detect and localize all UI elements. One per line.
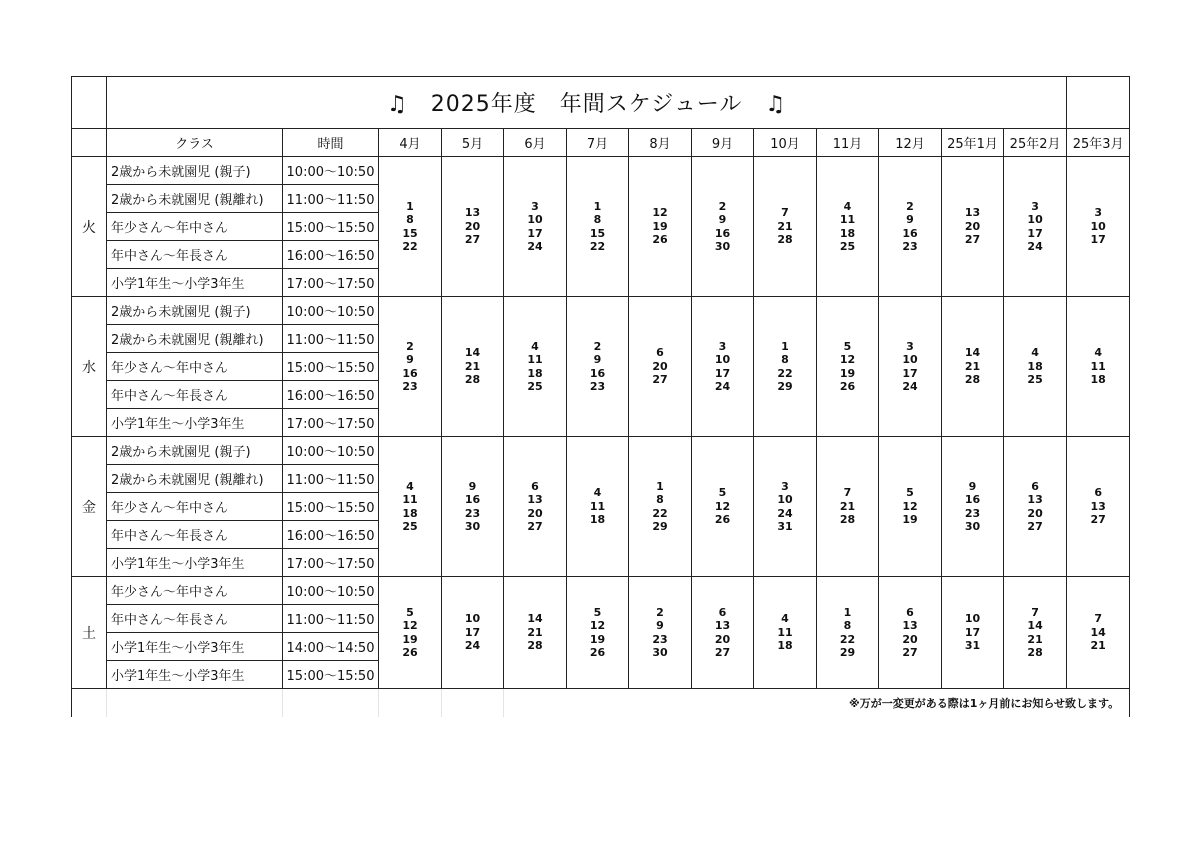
- date-value: 20: [527, 506, 543, 520]
- class-time: 10:00〜10:50: [283, 437, 379, 465]
- date-value: 16: [464, 493, 481, 506]
- date-value: 21: [464, 359, 481, 373]
- month-dates: [567, 437, 629, 577]
- class-name: 2歳から未就園児 (親離れ): [107, 185, 283, 213]
- date-value: 26: [839, 380, 856, 393]
- date-value: 11: [1090, 359, 1106, 373]
- date-value: 11: [839, 213, 856, 226]
- date-value: 4: [843, 199, 852, 213]
- date-value: 19: [652, 219, 668, 233]
- day-label: 土: [72, 577, 107, 689]
- class-name: 小学1年生〜小学3年生: [107, 633, 283, 661]
- class-name: 2歳から未就園児 (親子): [107, 437, 283, 465]
- title-right-blank: [1067, 77, 1130, 129]
- class-name: 小学1年生〜小学3年生: [107, 269, 283, 297]
- date-value: 5: [843, 339, 852, 353]
- date-value: 18: [1027, 359, 1043, 373]
- date-value: 6: [656, 346, 664, 360]
- date-value: 24: [777, 506, 793, 520]
- date-value: 6: [906, 605, 914, 619]
- month-dates: [504, 577, 567, 689]
- date-value: 3: [1094, 206, 1102, 220]
- date-value: 5: [906, 486, 914, 500]
- date-value: 5: [718, 486, 727, 500]
- month-dates: [1004, 437, 1067, 577]
- date-value: 13: [464, 206, 481, 220]
- date-value: 23: [652, 632, 668, 646]
- date-value: 19: [402, 632, 418, 646]
- date-value: 24: [464, 639, 481, 653]
- date-value: 11: [589, 499, 606, 513]
- date-value: 18: [527, 366, 543, 380]
- class-time: 11:00〜11:50: [283, 185, 379, 213]
- date-value: 1: [406, 199, 414, 213]
- footer-note: ※万が一変更がある際は1ヶ月前にお知らせ致します。: [504, 689, 1130, 717]
- date-value: 17: [964, 625, 981, 639]
- date-value: 28: [464, 373, 481, 387]
- date-value: 18: [402, 506, 418, 520]
- date-value: 18: [589, 513, 606, 527]
- date-value: 17: [1090, 233, 1106, 247]
- date-value: 10: [777, 493, 793, 506]
- class-name: 2歳から未就園児 (親子): [107, 297, 283, 325]
- date-value: 24: [902, 380, 918, 393]
- date-value: 2: [406, 339, 414, 353]
- date-value: 20: [714, 632, 731, 646]
- header-row: [72, 129, 1130, 157]
- class-name: 年少さん〜年中さん: [107, 493, 283, 521]
- date-value: 27: [1090, 513, 1106, 527]
- date-value: 1: [781, 339, 789, 353]
- date-value: 4: [406, 479, 414, 493]
- schedule-row: [72, 297, 1130, 325]
- month-dates: [942, 157, 1004, 297]
- month-dates: [879, 577, 942, 689]
- date-value: 22: [777, 366, 793, 380]
- schedule-row: [72, 437, 1130, 465]
- month-dates: [1067, 577, 1130, 689]
- date-value: 16: [402, 366, 418, 380]
- date-value: 21: [1027, 632, 1043, 646]
- date-value: 17: [1027, 226, 1043, 240]
- date-value: 10: [964, 612, 981, 626]
- footer-blank: [283, 689, 379, 717]
- class-time: 16:00〜16:50: [283, 381, 379, 409]
- date-value: 23: [464, 506, 481, 520]
- month-dates: [879, 297, 942, 437]
- header-month: 11月: [817, 129, 879, 157]
- month-dates: [692, 437, 754, 577]
- month-dates: [754, 577, 817, 689]
- date-value: 12: [902, 499, 918, 513]
- date-value: 19: [902, 513, 918, 527]
- date-value: 3: [1031, 199, 1039, 213]
- date-value: 19: [839, 366, 856, 380]
- date-value: 20: [1027, 506, 1043, 520]
- date-value: 23: [589, 380, 606, 393]
- date-value: 13: [1090, 499, 1106, 513]
- date-value: 9: [906, 213, 914, 226]
- month-dates: [379, 157, 442, 297]
- date-value: 21: [964, 359, 981, 373]
- date-value: 24: [714, 380, 731, 393]
- date-value: 21: [777, 219, 793, 233]
- date-value: 14: [964, 346, 981, 360]
- date-value: 2: [718, 199, 727, 213]
- date-value: 1: [593, 199, 602, 213]
- date-value: 26: [714, 513, 731, 527]
- date-value: 5: [593, 605, 602, 619]
- month-dates: [692, 577, 754, 689]
- month-dates: [692, 157, 754, 297]
- date-value: 10: [902, 353, 918, 366]
- date-value: 21: [839, 499, 856, 513]
- date-value: 24: [1027, 240, 1043, 253]
- class-name: 2歳から未就園児 (親離れ): [107, 325, 283, 353]
- date-value: 5: [406, 605, 414, 619]
- class-name: 小学1年生〜小学3年生: [107, 549, 283, 577]
- date-value: 27: [902, 646, 918, 659]
- date-value: 17: [902, 366, 918, 380]
- month-dates: [1067, 157, 1130, 297]
- month-dates: [567, 297, 629, 437]
- date-value: 4: [1094, 346, 1102, 360]
- date-value: 13: [527, 493, 543, 506]
- date-value: 18: [1090, 373, 1106, 387]
- date-value: 3: [781, 479, 789, 493]
- class-time: 15:00〜15:50: [283, 493, 379, 521]
- month-dates: [567, 157, 629, 297]
- date-value: 16: [964, 493, 981, 506]
- class-name: 2歳から未就園児 (親子): [107, 157, 283, 185]
- date-value: 22: [839, 632, 856, 646]
- date-value: 11: [402, 493, 418, 506]
- page-title: ♫ 2025年度 年間スケジュール ♫: [107, 77, 1067, 129]
- date-value: 20: [902, 632, 918, 646]
- header-month: 12月: [879, 129, 942, 157]
- footer-blank: [107, 689, 283, 717]
- header-month: 25年1月: [942, 129, 1004, 157]
- date-value: 17: [714, 366, 731, 380]
- month-dates: [942, 297, 1004, 437]
- date-value: 27: [1027, 520, 1043, 533]
- date-value: 23: [902, 240, 918, 253]
- date-value: 4: [781, 612, 789, 626]
- header-month: 8月: [629, 129, 692, 157]
- class-time: 15:00〜15:50: [283, 661, 379, 689]
- date-value: 27: [464, 233, 481, 247]
- date-value: 27: [964, 233, 981, 247]
- month-dates: [504, 157, 567, 297]
- month-dates: [817, 157, 879, 297]
- month-dates: [629, 297, 692, 437]
- date-value: 8: [781, 353, 789, 366]
- month-dates: [942, 437, 1004, 577]
- date-value: 2: [593, 339, 602, 353]
- footer-blank: [379, 689, 442, 717]
- class-time: 15:00〜15:50: [283, 213, 379, 241]
- date-value: 10: [1027, 213, 1043, 226]
- date-value: 9: [593, 353, 602, 366]
- date-value: 7: [843, 486, 852, 500]
- date-value: 28: [964, 373, 981, 387]
- date-value: 23: [402, 380, 418, 393]
- date-value: 9: [406, 353, 414, 366]
- header-class: クラス: [107, 129, 283, 157]
- month-dates: [692, 297, 754, 437]
- month-dates: [817, 437, 879, 577]
- month-dates: [1004, 577, 1067, 689]
- footer-row: [72, 689, 1130, 717]
- date-value: 23: [964, 506, 981, 520]
- class-time: 14:00〜14:50: [283, 633, 379, 661]
- date-value: 6: [1094, 486, 1102, 500]
- class-time: 11:00〜11:50: [283, 465, 379, 493]
- header-month: 10月: [754, 129, 817, 157]
- date-value: 24: [527, 240, 543, 253]
- date-value: 6: [531, 479, 539, 493]
- date-value: 8: [843, 619, 852, 632]
- date-value: 27: [527, 520, 543, 533]
- month-dates: [817, 297, 879, 437]
- date-value: 14: [1027, 619, 1043, 632]
- footer-blank: [442, 689, 504, 717]
- class-name: 2歳から未就園児 (親離れ): [107, 465, 283, 493]
- date-value: 17: [527, 226, 543, 240]
- date-value: 10: [464, 612, 481, 626]
- class-time: 17:00〜17:50: [283, 549, 379, 577]
- header-time: 時間: [283, 129, 379, 157]
- date-value: 9: [656, 619, 664, 632]
- date-value: 3: [531, 199, 539, 213]
- month-dates: [817, 577, 879, 689]
- date-value: 28: [527, 639, 543, 653]
- class-name: 年中さん〜年長さん: [107, 521, 283, 549]
- date-value: 25: [839, 240, 856, 253]
- date-value: 7: [1094, 612, 1102, 626]
- date-value: 22: [589, 240, 606, 253]
- class-time: 15:00〜15:50: [283, 353, 379, 381]
- date-value: 1: [656, 479, 664, 493]
- day-label: 金: [72, 437, 107, 577]
- date-value: 20: [464, 219, 481, 233]
- schedule-sheet: [71, 76, 1130, 717]
- date-value: 2: [656, 605, 664, 619]
- class-name: 年中さん〜年長さん: [107, 381, 283, 409]
- class-time: 16:00〜16:50: [283, 521, 379, 549]
- date-value: 16: [902, 226, 918, 240]
- date-value: 30: [652, 646, 668, 659]
- date-value: 19: [589, 632, 606, 646]
- header-month: 4月: [379, 129, 442, 157]
- date-value: 11: [527, 353, 543, 366]
- date-value: 10: [1090, 219, 1106, 233]
- header-day-blank: [72, 129, 107, 157]
- month-dates: [629, 157, 692, 297]
- header-month: 7月: [567, 129, 629, 157]
- date-value: 14: [1090, 625, 1106, 639]
- class-name: 年少さん〜年中さん: [107, 353, 283, 381]
- month-dates: [754, 157, 817, 297]
- schedule-row: [72, 577, 1130, 605]
- schedule-row: [72, 157, 1130, 185]
- month-dates: [629, 437, 692, 577]
- class-name: 年中さん〜年長さん: [107, 605, 283, 633]
- day-label: 火: [72, 157, 107, 297]
- date-value: 13: [902, 619, 918, 632]
- class-time: 10:00〜10:50: [283, 577, 379, 605]
- footer-blank: [72, 689, 107, 717]
- class-time: 17:00〜17:50: [283, 269, 379, 297]
- date-value: 14: [527, 612, 543, 626]
- class-time: 10:00〜10:50: [283, 157, 379, 185]
- month-dates: [379, 577, 442, 689]
- date-value: 29: [777, 380, 793, 393]
- schedule-table: [71, 76, 1130, 717]
- date-value: 30: [964, 520, 981, 533]
- date-value: 13: [1027, 493, 1043, 506]
- date-value: 8: [593, 213, 602, 226]
- header-month: 5月: [442, 129, 504, 157]
- month-dates: [754, 437, 817, 577]
- date-value: 25: [402, 520, 418, 533]
- date-value: 1: [843, 605, 852, 619]
- class-name: 小学1年生〜小学3年生: [107, 409, 283, 437]
- class-name: 年少さん〜年中さん: [107, 213, 283, 241]
- date-value: 21: [1090, 639, 1106, 653]
- month-dates: [442, 157, 504, 297]
- date-value: 11: [777, 625, 793, 639]
- date-value: 22: [652, 506, 668, 520]
- class-time: 16:00〜16:50: [283, 241, 379, 269]
- date-value: 25: [527, 380, 543, 393]
- header-month: 25年2月: [1004, 129, 1067, 157]
- header-month: 9月: [692, 129, 754, 157]
- date-value: 30: [714, 240, 731, 253]
- date-value: 2: [906, 199, 914, 213]
- date-value: 18: [839, 226, 856, 240]
- date-value: 6: [1031, 479, 1039, 493]
- month-dates: [629, 577, 692, 689]
- date-value: 31: [964, 639, 981, 653]
- date-value: 16: [589, 366, 606, 380]
- class-time: 11:00〜11:50: [283, 605, 379, 633]
- date-value: 3: [906, 339, 914, 353]
- date-value: 13: [714, 619, 731, 632]
- date-value: 28: [839, 513, 856, 527]
- class-time: 10:00〜10:50: [283, 297, 379, 325]
- date-value: 20: [652, 359, 668, 373]
- date-value: 10: [527, 213, 543, 226]
- date-value: 12: [589, 619, 606, 632]
- date-value: 15: [589, 226, 606, 240]
- date-value: 29: [652, 520, 668, 533]
- class-name: 小学1年生〜小学3年生: [107, 661, 283, 689]
- date-value: 18: [777, 639, 793, 653]
- date-value: 12: [652, 206, 668, 220]
- date-value: 8: [406, 213, 414, 226]
- date-value: 4: [1031, 346, 1039, 360]
- month-dates: [942, 577, 1004, 689]
- date-value: 9: [968, 479, 977, 493]
- month-dates: [379, 297, 442, 437]
- date-value: 17: [464, 625, 481, 639]
- date-value: 21: [527, 625, 543, 639]
- date-value: 7: [1031, 605, 1039, 619]
- date-value: 26: [589, 646, 606, 659]
- date-value: 13: [964, 206, 981, 220]
- date-value: 10: [714, 353, 731, 366]
- date-value: 31: [777, 520, 793, 533]
- month-dates: [1004, 297, 1067, 437]
- header-month: 6月: [504, 129, 567, 157]
- date-value: 7: [781, 206, 789, 220]
- month-dates: [442, 577, 504, 689]
- month-dates: [442, 437, 504, 577]
- month-dates: [379, 437, 442, 577]
- month-dates: [442, 297, 504, 437]
- date-value: 28: [777, 233, 793, 247]
- date-value: 12: [714, 499, 731, 513]
- date-value: 6: [718, 605, 727, 619]
- date-value: 12: [839, 353, 856, 366]
- month-dates: [1004, 157, 1067, 297]
- date-value: 16: [714, 226, 731, 240]
- month-dates: [1067, 437, 1130, 577]
- month-dates: [879, 437, 942, 577]
- class-name: 年少さん〜年中さん: [107, 577, 283, 605]
- date-value: 12: [402, 619, 418, 632]
- date-value: 26: [652, 233, 668, 247]
- date-value: 3: [718, 339, 727, 353]
- date-value: 30: [464, 520, 481, 533]
- date-value: 25: [1027, 373, 1043, 387]
- date-value: 29: [839, 646, 856, 659]
- date-value: 27: [714, 646, 731, 659]
- month-dates: [504, 437, 567, 577]
- date-value: 22: [402, 240, 418, 253]
- month-dates: [567, 577, 629, 689]
- date-value: 27: [652, 373, 668, 387]
- day-label: 水: [72, 297, 107, 437]
- date-value: 4: [593, 486, 602, 500]
- date-value: 14: [464, 346, 481, 360]
- date-value: 4: [531, 339, 539, 353]
- date-value: 15: [402, 226, 418, 240]
- title-left-blank: [72, 77, 107, 129]
- date-value: 8: [656, 493, 664, 506]
- date-value: 9: [468, 479, 477, 493]
- month-dates: [879, 157, 942, 297]
- class-time: 11:00〜11:50: [283, 325, 379, 353]
- month-dates: [504, 297, 567, 437]
- date-value: 9: [718, 213, 727, 226]
- date-value: 28: [1027, 646, 1043, 659]
- class-time: 17:00〜17:50: [283, 409, 379, 437]
- header-month: 25年3月: [1067, 129, 1130, 157]
- date-value: 26: [402, 646, 418, 659]
- date-value: 20: [964, 219, 981, 233]
- month-dates: [1067, 297, 1130, 437]
- month-dates: [754, 297, 817, 437]
- class-name: 年中さん〜年長さん: [107, 241, 283, 269]
